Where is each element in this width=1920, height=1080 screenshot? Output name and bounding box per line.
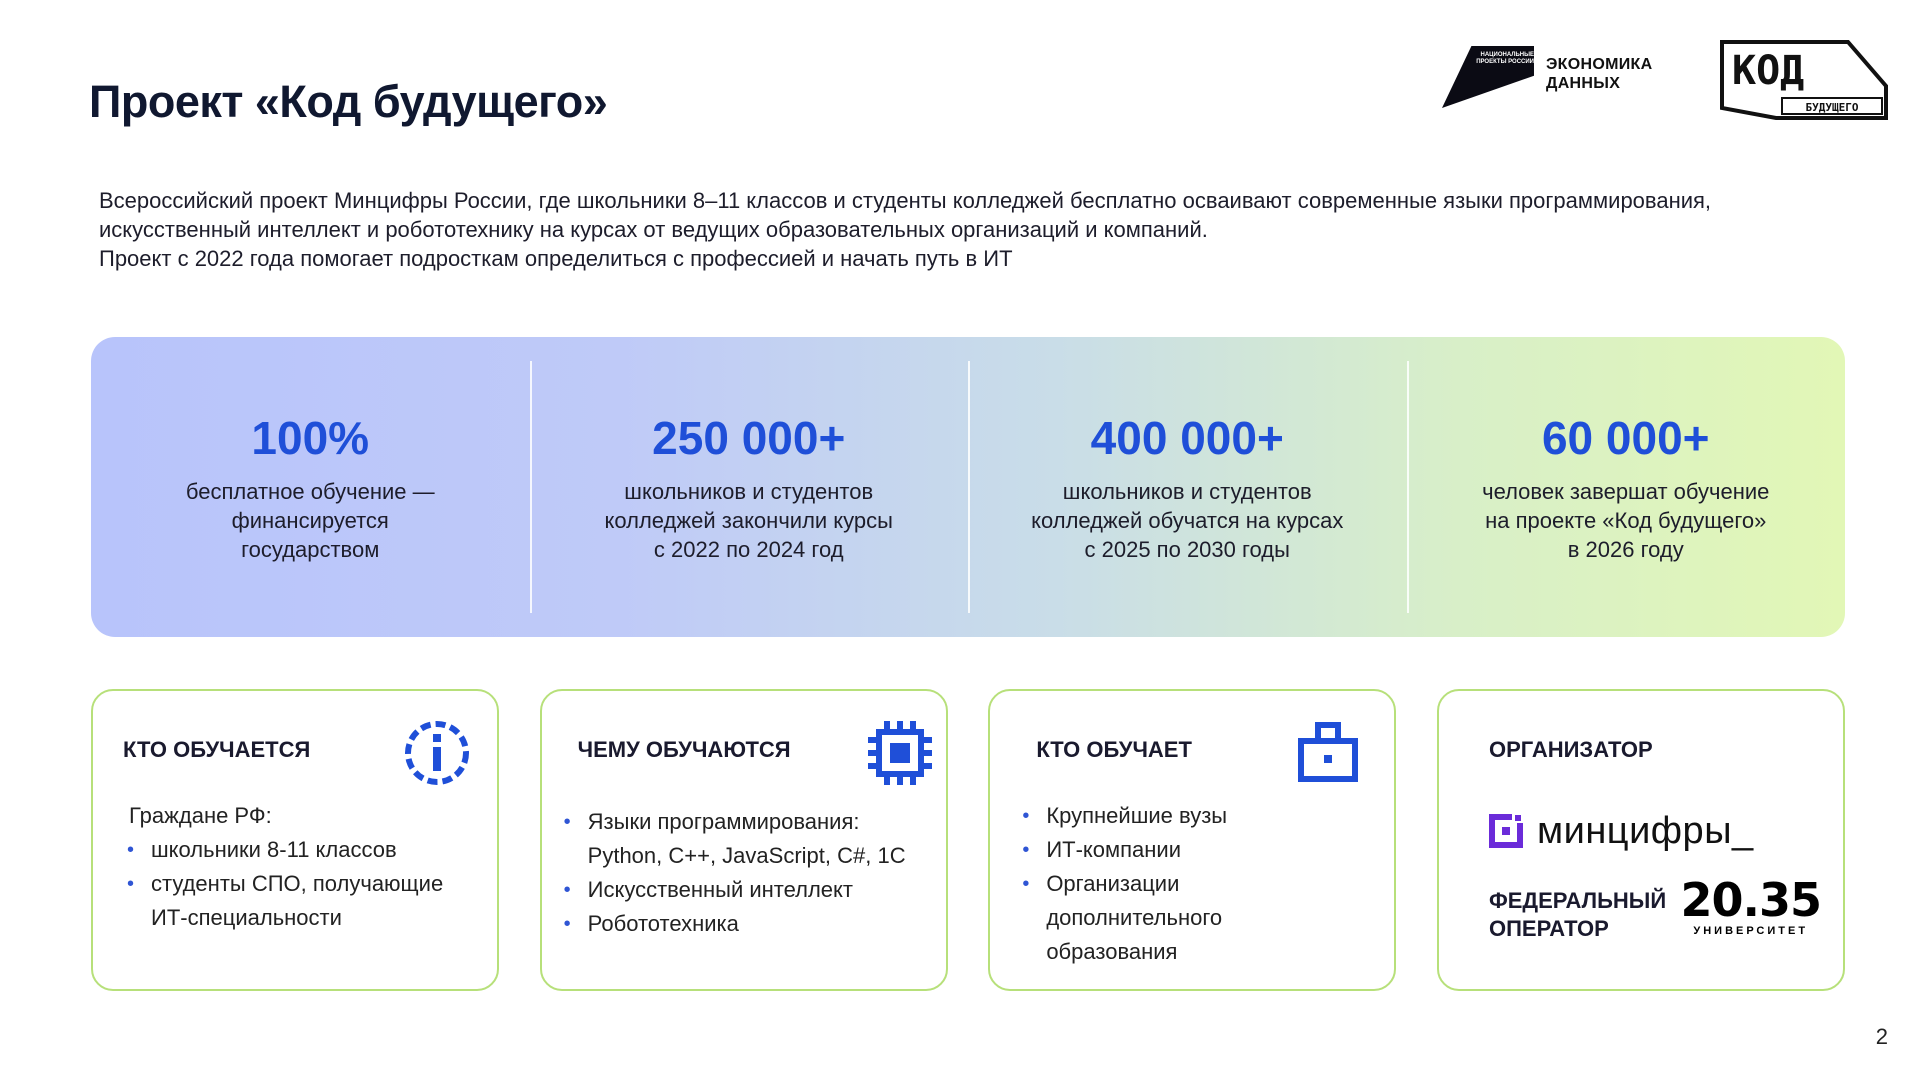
stat-line: колледжей закончили курсы bbox=[604, 507, 893, 533]
national-projects-logo bbox=[1442, 46, 1662, 108]
stat-value: 250 000+ bbox=[652, 411, 846, 464]
economy-data-text bbox=[1546, 55, 1652, 93]
card-body bbox=[1020, 799, 1380, 969]
stat-description bbox=[605, 477, 893, 564]
stat-line: финансируется bbox=[231, 507, 389, 533]
list-item: • студенты СПО, получающие ИТ-специальности bbox=[125, 867, 485, 935]
list-item: • Организации дополнительного образования bbox=[1020, 867, 1276, 969]
stat-line: бесплатное обучение — bbox=[185, 478, 435, 504]
mincifry-logo bbox=[1489, 807, 1754, 855]
kod-logo-sub-text: БУДУЩЕГО bbox=[1805, 101, 1859, 114]
card-what-learn bbox=[540, 689, 948, 991]
page-title: Проект «Код будущего» bbox=[89, 76, 608, 127]
card-list bbox=[562, 805, 932, 941]
list-item: • Крупнейшие вузы bbox=[1020, 799, 1380, 833]
stats-banner bbox=[91, 337, 1845, 637]
card-title: ЧЕМУ ОБУЧАЮТСЯ bbox=[577, 737, 791, 762]
stat-line: человек завершат обучение bbox=[1482, 478, 1770, 504]
national-projects-small-text: НАЦИОНАЛЬНЫЕ ПРОЕКТЫ РОССИИ bbox=[1476, 52, 1534, 65]
list-item: • школьники 8-11 классов bbox=[125, 833, 485, 867]
np-text-line-1: ЭКОНОМИКА bbox=[1546, 56, 1653, 73]
stat-value: 100% bbox=[251, 411, 370, 464]
stat-description bbox=[1482, 477, 1769, 564]
card-list bbox=[1020, 799, 1380, 969]
card-list bbox=[125, 833, 485, 935]
kod-logo-main-text: КОД bbox=[1732, 48, 1805, 94]
info-icon bbox=[403, 719, 471, 787]
stat-line: колледжей обучатся на курсах bbox=[1031, 507, 1344, 533]
list-item: • Робототехника bbox=[562, 907, 932, 941]
list-item: • Языки программирования: Python, C++, JavaScript, C#, 1C bbox=[562, 805, 932, 873]
university-2035-logo bbox=[1680, 873, 1821, 937]
stat-line: школьников и студентов bbox=[624, 478, 874, 504]
np-text-line-2: ДАННЫХ bbox=[1546, 75, 1621, 92]
briefcase-icon bbox=[1294, 719, 1362, 787]
stat-graduates-2022-2024 bbox=[530, 337, 969, 637]
list-item: • Искусственный интеллект bbox=[562, 873, 932, 907]
card-body bbox=[125, 799, 485, 935]
mincifry-name: минцифры_ bbox=[1536, 809, 1754, 852]
card-title: КТО ОБУЧАЕТ bbox=[1036, 737, 1192, 762]
page-number: 2 bbox=[1875, 1024, 1888, 1049]
info-cards bbox=[91, 689, 1845, 995]
stat-line: в 2026 году bbox=[1567, 536, 1684, 562]
operator-label-line-1: ФЕДЕРАЛЬНЫЙ bbox=[1488, 888, 1667, 913]
card-organizer bbox=[1437, 689, 1845, 991]
stat-value: 400 000+ bbox=[1090, 411, 1284, 464]
university-2035-subtitle: УНИВЕРСИТЕТ bbox=[1693, 925, 1809, 937]
stat-value: 60 000+ bbox=[1541, 411, 1710, 464]
stat-line: с 2022 по 2024 год bbox=[653, 536, 844, 562]
stat-description bbox=[186, 477, 435, 564]
stat-completions-2026 bbox=[1407, 337, 1846, 637]
stat-line: на проекте «Код будущего» bbox=[1485, 507, 1767, 533]
intro-text bbox=[99, 186, 1779, 273]
card-title: ОРГАНИЗАТОР bbox=[1488, 737, 1653, 762]
mincifry-mark-icon bbox=[1489, 814, 1523, 848]
chip-icon bbox=[866, 719, 934, 787]
card-body bbox=[562, 805, 932, 941]
stat-line: с 2025 по 2030 годы bbox=[1084, 536, 1290, 562]
stat-learners-2025-2030 bbox=[968, 337, 1407, 637]
kod-budushchego-logo bbox=[1718, 38, 1890, 122]
stat-line: государством bbox=[241, 536, 380, 562]
card-who-learns bbox=[91, 689, 499, 991]
stat-line: школьников и студентов bbox=[1062, 478, 1312, 504]
card-who-teaches bbox=[988, 689, 1396, 991]
card-lead: Граждане РФ: bbox=[129, 803, 272, 828]
stat-description bbox=[1031, 477, 1343, 564]
stat-free-education bbox=[91, 337, 530, 637]
university-2035-number: 20.35 bbox=[1680, 873, 1821, 927]
card-title: КТО ОБУЧАЕТСЯ bbox=[123, 737, 311, 762]
federal-operator-label bbox=[1489, 887, 1666, 943]
intro-paragraph-2: Проект с 2022 года помогает подросткам определиться с профессией и начать путь в ИТ bbox=[99, 246, 1013, 271]
intro-paragraph-1: Всероссийский проект Минцифры России, где школьники 8–11 классов и студенты колледжей бесплатно осваивают современные языки программирования, искусственный интеллект и робототехнику на курсах от ведущих образовательных организаций и компаний. bbox=[99, 188, 1712, 242]
list-item: • ИТ-компании bbox=[1020, 833, 1380, 867]
operator-label-line-2: ОПЕРАТОР bbox=[1488, 916, 1609, 941]
